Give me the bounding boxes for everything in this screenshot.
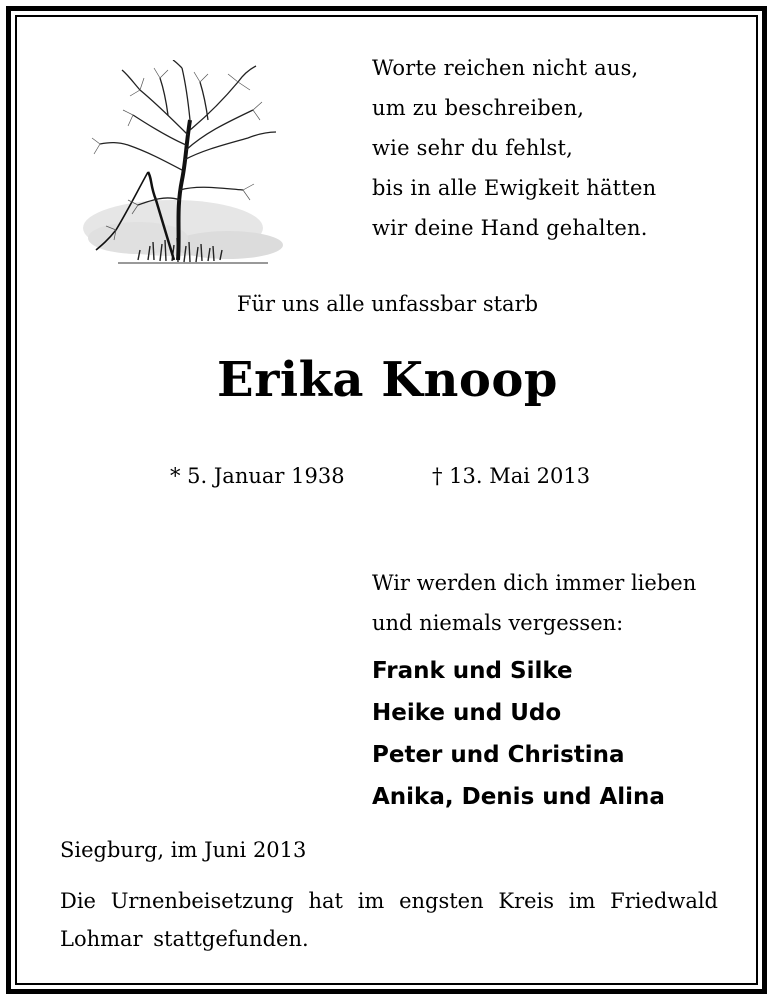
deceased-name: Erika Knoop xyxy=(217,352,558,408)
bare-tree-illustration-icon xyxy=(78,60,283,282)
family-member: Frank und Silke xyxy=(372,658,573,684)
poem-line: bis in alle Ewigkeit hätten xyxy=(372,176,657,200)
poem-line: wie sehr du fehlst, xyxy=(372,136,574,160)
poem-line: um zu beschreiben, xyxy=(372,96,585,120)
poem-line: Worte reichen nicht aus, xyxy=(372,56,639,80)
family-member: Peter und Christina xyxy=(372,742,625,768)
family-member: Anika, Denis und Alina xyxy=(372,784,665,810)
farewell-line: und niemals vergessen: xyxy=(372,611,624,635)
family-list xyxy=(372,650,665,818)
farewell-text xyxy=(372,563,696,643)
poem xyxy=(372,48,656,248)
birth-date: * 5. Januar 1938 xyxy=(170,464,345,488)
family-member: Heike und Udo xyxy=(372,700,562,726)
poem-line: wir deine Hand gehalten. xyxy=(372,216,648,240)
place-date: Siegburg, im Juni 2013 xyxy=(60,838,307,862)
death-date: † 13. Mai 2013 xyxy=(432,464,591,488)
intro-text: Für uns alle unfassbar starb xyxy=(236,292,539,316)
farewell-line: Wir werden dich immer lieben xyxy=(372,571,697,595)
burial-note: Die Urnenbeisetzung hat im engsten Kreis im Friedwald Lohmar stattgefunden. xyxy=(60,889,718,951)
